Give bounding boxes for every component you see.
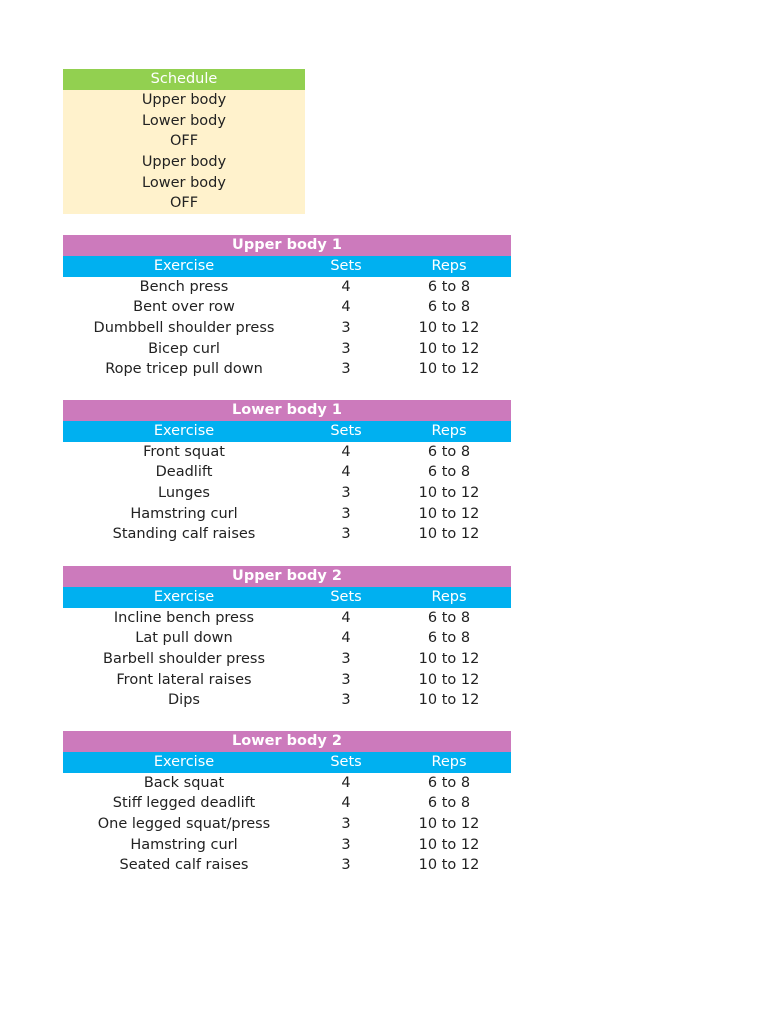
table-row <box>63 814 511 835</box>
schedule-day: Lower body <box>142 174 226 191</box>
exercise-cell: Front lateral raises <box>116 671 252 688</box>
sets-cell: 3 <box>341 526 351 543</box>
reps-cell: 10 to 12 <box>418 692 480 709</box>
sets-cell: 3 <box>341 692 351 709</box>
schedule-day: Lower body <box>142 112 226 129</box>
workout-title: Upper body 1 <box>63 235 511 256</box>
table-row <box>63 277 511 298</box>
column-header-row <box>63 587 511 608</box>
schedule-day: Upper body <box>141 154 227 171</box>
reps-cell: 6 to 8 <box>427 630 471 647</box>
workout-title: Lower body 2 <box>63 731 511 752</box>
workout-table-upper-body-2 <box>63 566 511 711</box>
exercise-cell: Bicep curl <box>148 340 220 357</box>
table-row <box>63 318 511 339</box>
reps-cell: 6 to 8 <box>427 278 471 295</box>
reps-cell: 6 to 8 <box>427 774 471 791</box>
exercise-cell: Barbell shoulder press <box>103 650 265 667</box>
exercise-cell: Front squat <box>143 443 225 460</box>
schedule-body <box>63 90 305 214</box>
column-header-sets: Sets <box>330 589 362 605</box>
reps-cell: 10 to 12 <box>418 836 480 853</box>
reps-cell: 10 to 12 <box>418 484 480 501</box>
column-header-sets: Sets <box>330 423 362 439</box>
table-row <box>63 608 511 629</box>
exercise-cell: Incline bench press <box>113 609 255 626</box>
table-row <box>63 297 511 318</box>
exercise-cell: Lat pull down <box>135 630 233 647</box>
exercise-cell: Standing calf raises <box>112 526 256 543</box>
reps-cell: 10 to 12 <box>418 815 480 832</box>
column-header-reps: Reps <box>431 423 467 439</box>
table-row <box>63 855 511 876</box>
exercise-cell: Bench press <box>139 278 229 295</box>
column-header-row <box>63 256 511 277</box>
table-row <box>63 524 511 545</box>
column-header-exercise: Exercise <box>153 589 215 605</box>
exercise-cell: Seated calf raises <box>119 857 249 874</box>
sets-cell: 3 <box>341 671 351 688</box>
schedule-day: OFF <box>169 195 199 212</box>
sets-cell: 4 <box>341 630 351 647</box>
exercise-cell: Back squat <box>143 774 225 791</box>
sets-cell: 4 <box>341 464 351 481</box>
exercise-cell: Lunges <box>158 484 210 501</box>
sets-cell: 3 <box>341 650 351 667</box>
reps-cell: 6 to 8 <box>427 443 471 460</box>
reps-cell: 6 to 8 <box>427 464 471 481</box>
workout-table-lower-body-1 <box>63 400 511 545</box>
reps-cell: 10 to 12 <box>418 671 480 688</box>
sets-cell: 4 <box>341 299 351 316</box>
sets-cell: 4 <box>341 609 351 626</box>
exercise-cell: Deadlift <box>155 464 213 481</box>
column-header-exercise: Exercise <box>153 423 215 439</box>
exercise-cell: One legged squat/press <box>97 815 271 832</box>
reps-cell: 10 to 12 <box>418 340 480 357</box>
column-header-sets: Sets <box>330 258 362 274</box>
sets-cell: 3 <box>341 319 351 336</box>
sets-cell: 3 <box>341 815 351 832</box>
exercise-cell: Dips <box>168 692 200 709</box>
schedule-day: OFF <box>169 133 199 150</box>
exercise-cell: Bent over row <box>133 299 235 316</box>
reps-cell: 10 to 12 <box>418 650 480 667</box>
table-row <box>63 649 511 670</box>
table-row <box>63 442 511 463</box>
table-row <box>63 793 511 814</box>
workout-title: Lower body 1 <box>63 400 511 421</box>
column-header-row <box>63 421 511 442</box>
table-row <box>63 504 511 525</box>
table-row <box>63 483 511 504</box>
workout-title: Upper body 2 <box>63 566 511 587</box>
table-row <box>63 462 511 483</box>
table-row <box>63 690 511 711</box>
reps-cell: 10 to 12 <box>418 319 480 336</box>
sets-cell: 4 <box>341 443 351 460</box>
column-header-reps: Reps <box>431 754 467 770</box>
sets-cell: 3 <box>341 361 351 378</box>
exercise-cell: Stiff legged deadlift <box>112 795 256 812</box>
workout-table-lower-body-2 <box>63 731 511 876</box>
column-header-sets: Sets <box>330 754 362 770</box>
table-row <box>63 670 511 691</box>
column-header-row <box>63 752 511 773</box>
column-header-reps: Reps <box>431 258 467 274</box>
schedule-table <box>63 69 305 214</box>
schedule-day: Upper body <box>141 92 227 108</box>
exercise-cell: Hamstring curl <box>130 505 238 522</box>
table-row <box>63 339 511 360</box>
table-row <box>63 773 511 794</box>
sets-cell: 3 <box>341 505 351 522</box>
workout-table-upper-body-1 <box>63 235 511 380</box>
sets-cell: 3 <box>341 836 351 853</box>
table-row <box>63 628 511 649</box>
exercise-cell: Dumbbell shoulder press <box>93 319 275 336</box>
table-row <box>63 359 511 380</box>
reps-cell: 6 to 8 <box>427 609 471 626</box>
sets-cell: 3 <box>341 484 351 501</box>
column-header-exercise: Exercise <box>153 258 215 274</box>
exercise-cell: Rope tricep pull down <box>105 361 263 378</box>
reps-cell: 10 to 12 <box>418 361 480 378</box>
sets-cell: 3 <box>341 857 351 874</box>
sets-cell: 4 <box>341 795 351 812</box>
column-header-reps: Reps <box>431 589 467 605</box>
sets-cell: 4 <box>341 278 351 295</box>
reps-cell: 10 to 12 <box>418 505 480 522</box>
column-header-exercise: Exercise <box>153 754 215 770</box>
sets-cell: 4 <box>341 774 351 791</box>
table-row <box>63 835 511 856</box>
reps-cell: 10 to 12 <box>418 526 480 543</box>
reps-cell: 10 to 12 <box>418 857 480 874</box>
sets-cell: 3 <box>341 340 351 357</box>
reps-cell: 6 to 8 <box>427 795 471 812</box>
reps-cell: 6 to 8 <box>427 299 471 316</box>
schedule-header: Schedule <box>63 69 305 90</box>
exercise-cell: Hamstring curl <box>130 836 238 853</box>
